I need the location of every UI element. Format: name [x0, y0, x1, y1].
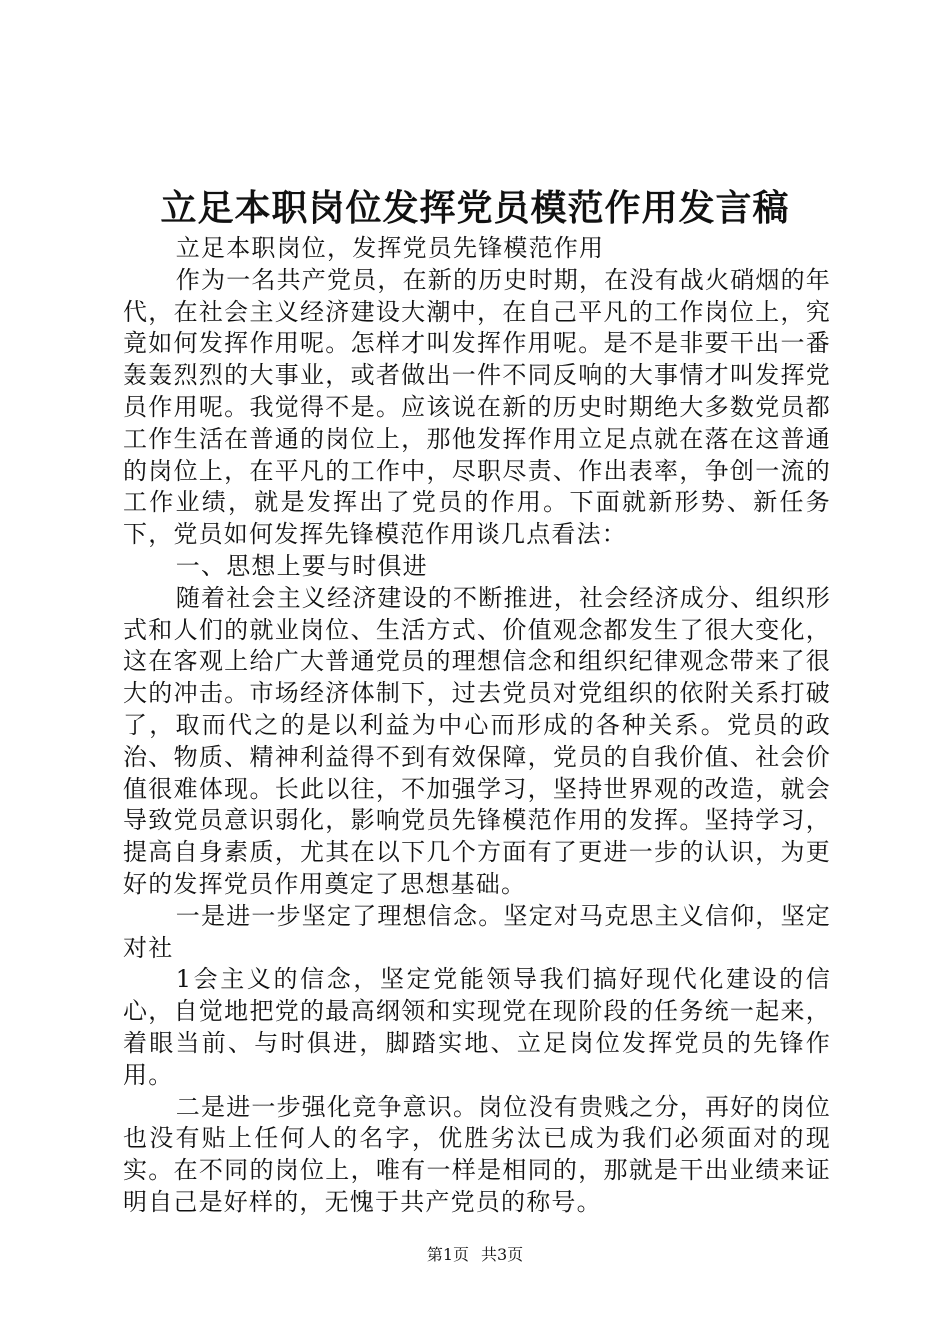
paragraph-point-2: 二是进一步强化竞争意识。岗位没有贵贱之分，再好的岗位也没有贴上任何人的名字，优胜劣汰已成为我们必须面对的现实。在不同的岗位上，唯有一样是相同的，那就是干出业绩来证明自己是好样的，无愧于共产党员的称号。	[123, 1092, 831, 1216]
paragraph-point-1-continued: 1会主义的信念，坚定党能领导我们搞好现代化建设的信心，自觉地把党的最高纲领和实现党在现阶段的任务统一起来，着眼当前、与时俱进，脚踏实地、立足岗位发挥党员的先锋作用。	[123, 965, 831, 1089]
paragraph-section-1: 随着社会主义经济建设的不断推进，社会经济成分、组织形式和人们的就业岗位、生活方式、价值观念都发生了很大变化，这在客观上给广大普通党员的理想信念和组织纪律观念带来了很大的冲击。市场经济体制下，过去党员对党组织的依附关系打破了，取而代之的是以利益为中心而形成的各种关系。党员的政治、物质、精神利益得不到有效保障，党员的自我价值、社会价值很难体现。长此以往，不加强学习，坚持世界观的改造，就会导致党员意识弱化，影响党员先锋模范作用的发挥。坚持学习，提高自身素质，尤其在以下几个方面有了更进一步的认识，为更好的发挥党员作用奠定了思想基础。	[123, 583, 831, 898]
page-number: 第1页	[426, 1245, 469, 1264]
document-title: 立足本职岗位发挥党员模范作用发言稿	[160, 187, 790, 229]
document-body	[123, 233, 831, 1219]
paragraph-subtitle: 立足本职岗位，发挥党员先锋模范作用	[175, 234, 605, 262]
paragraph-intro: 作为一名共产党员，在新的历史时期，在没有战火硝烟的年代，在社会主义经济建设大潮中，在自己平凡的工作岗位上，究竟如何发挥作用呢。怎样才叫发挥作用呢。是不是非要干出一番轰轰烈烈的大事业，或者做出一件不同反响的大事情才叫发挥党员作用呢。我觉得不是。应该说在新的历史时期绝大多数党员都工作生活在普通的岗位上，那他发挥作用立足点就在落在这普通的岗位上，在平凡的工作中，尽职尽责、作出表率，争创一流的工作业绩，就是发挥出了党员的作用。下面就新形势、新任务下，党员如何发挥先锋模范作用谈几点看法：	[123, 265, 831, 549]
page-total: 共3页	[481, 1245, 524, 1264]
page-footer	[0, 1243, 950, 1267]
section-heading-1: 一、思想上要与时俱进	[175, 551, 428, 580]
paragraph-point-1: 一是进一步坚定了理想信念。坚定对马克思主义信仰，坚定对社	[123, 901, 831, 962]
